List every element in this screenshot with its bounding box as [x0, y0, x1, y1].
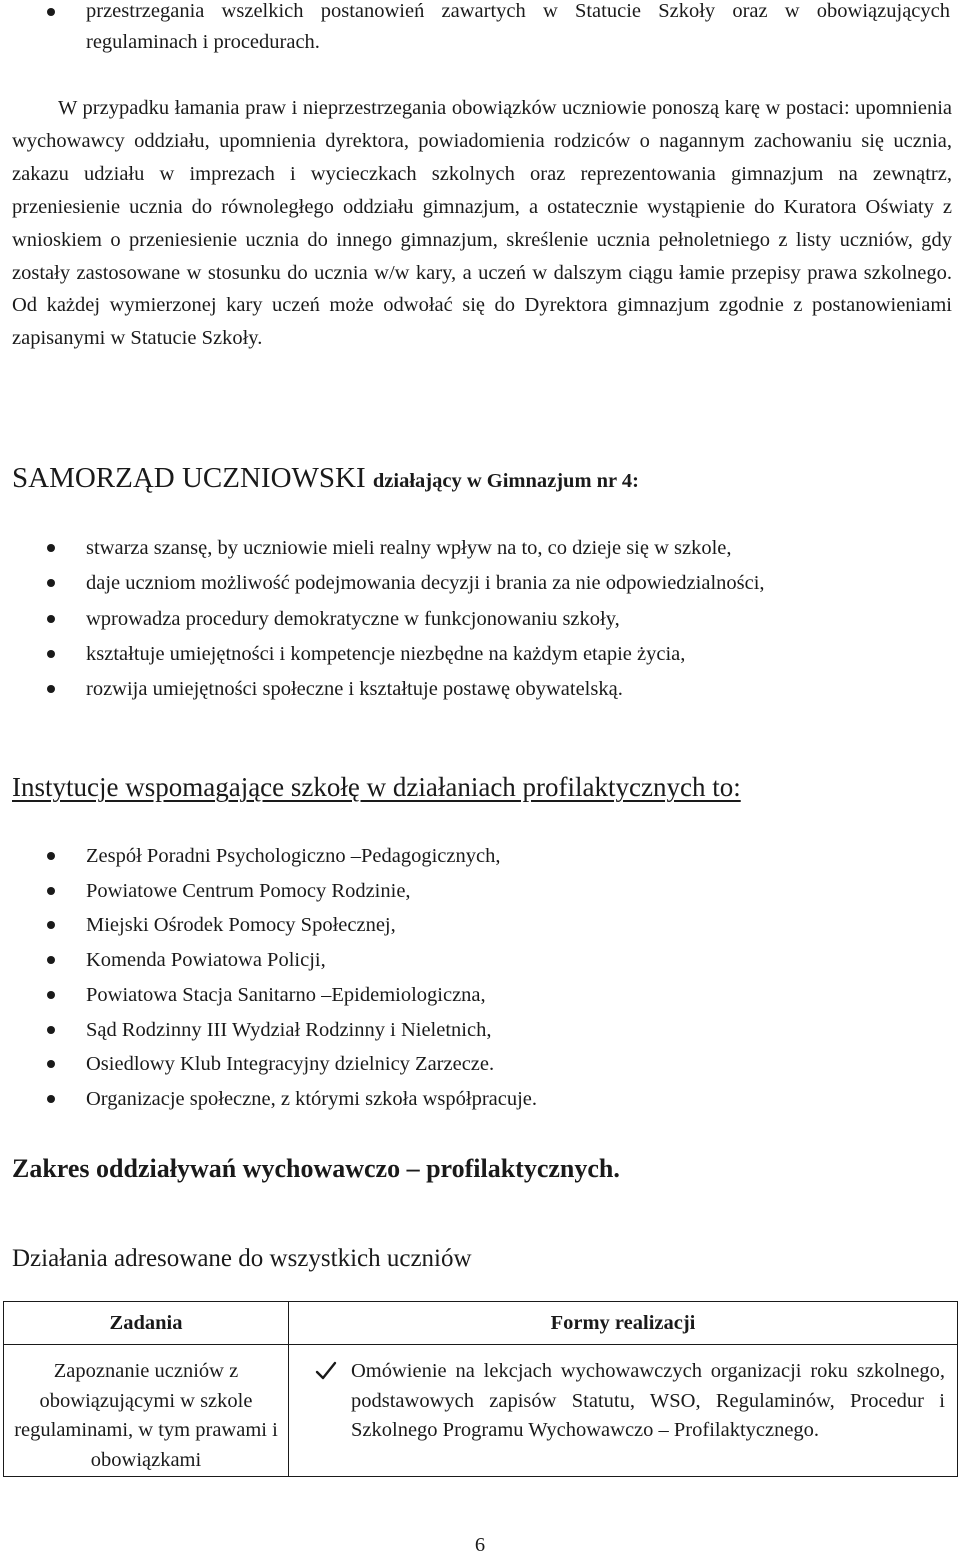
samorzad-list	[0, 531, 960, 707]
list-item	[0, 943, 960, 978]
bullet-icon	[47, 1060, 55, 1068]
samorzad-subtitle: działający w Gimnazjum nr 4:	[372, 470, 639, 492]
zakres-title: Zakres oddziaływań wychowawczo – profilaktycznych.	[12, 1154, 620, 1183]
bullet-icon	[47, 579, 55, 587]
column-header-formy: Formy realizacji	[289, 1302, 958, 1345]
bullet-icon	[47, 956, 55, 964]
list-item	[0, 672, 960, 707]
tasks-table	[3, 1301, 958, 1477]
list-item-text: daje uczniom możliwość podejmowania decyzji i brania za nie odpowiedzialności,	[86, 572, 765, 595]
instytucje-list	[0, 839, 960, 1117]
list-item-text: Powiatowe Centrum Pomocy Rodzinie,	[86, 879, 411, 902]
instytucje-heading: Instytucje wspomagające szkołę w działaniach profilaktycznych to:	[12, 772, 741, 802]
list-item	[0, 874, 960, 909]
check-item-text: Omówienie na lekcjach wychowawczych organizacji roku szkolnego, podstawowych zapisów Statutu, WSO, Regulaminów, Procedur i Szkolnego Programu Wychowawczo – Profilaktycznego.	[351, 1360, 945, 1441]
list-item-text: Zespół Poradni Psychologiczno –Pedagogicznych,	[86, 845, 501, 867]
bullet-icon	[47, 615, 55, 623]
list-item-text: Osiedlowy Klub Integracyjny dzielnicy Zarzecze.	[86, 1053, 495, 1076]
column-header-zadania: Zadania	[4, 1302, 289, 1345]
list-item	[0, 1047, 960, 1082]
list-item	[0, 637, 960, 672]
table-header-row	[4, 1302, 958, 1345]
bullet-icon	[47, 991, 55, 999]
checkmark-icon	[315, 1361, 337, 1381]
bullet-icon	[47, 1026, 55, 1034]
list-item	[0, 978, 960, 1013]
bullet-icon	[47, 8, 55, 16]
dzialania-heading: Działania adresowane do wszystkich uczniów	[12, 1245, 472, 1272]
list-item	[0, 566, 960, 601]
list-item-text: Komenda Powiatowa Policji,	[86, 949, 326, 972]
zakres-heading	[12, 1151, 620, 1187]
bullet-icon	[47, 921, 55, 929]
list-item	[0, 1082, 960, 1117]
form-cell	[289, 1345, 958, 1477]
bullet-icon	[47, 544, 55, 552]
list-item	[0, 0, 960, 58]
bullet-icon	[47, 1095, 55, 1103]
list-item-text: wprowadza procedury demokratyczne w funkcjonowaniu szkoły,	[86, 607, 620, 630]
list-item	[0, 602, 960, 637]
bullet-icon	[47, 685, 55, 693]
task-cell: Zapoznanie uczniów z obowiązującymi w szkole regulaminami, w tym prawami i obowiązkami	[4, 1345, 289, 1477]
penalties-paragraph: W przypadku łamania praw i nieprzestrzegania obowiązków uczniowie ponoszą karę w postaci: upomnienia wychowawcy oddziału, upomnienia dyrektora, powiadomienia rodziców o nagannym zachowaniu się ucznia, zakazu udziału w imprezach i wycieczkach szkolnych oraz reprezentowania gimnazjum na zewnątrz, przeniesienie ucznia do równoległego oddziału gimnazjum, a ostatecznie wystąpienie do Kuratora Oświaty z wnioskiem o przeniesienie ucznia do innego gimnazjum, skreślenie ucznia pełnoletniego z listy uczniów, gdy zostały zastosowane w stosunku do ucznia w/w kary, a uczeń w dalszym ciągu łamie przepisy prawa szkolnego. Od każdej wymierzonej kary uczeń może odwołać się do Dyrektora gimnazjum zgodnie z postanowieniami zapisanymi w Statucie Szkoły.	[12, 97, 952, 350]
samorzad-heading	[12, 458, 639, 501]
list-item-text: rozwija umiejętności społeczne i kształtuje postawę obywatelską.	[86, 678, 623, 701]
list-item	[0, 908, 960, 943]
list-item	[0, 1013, 960, 1048]
list-item-text: Powiatowa Stacja Sanitarno –Epidemiologiczna,	[86, 983, 486, 1006]
list-item-text: stwarza szansę, by uczniowie mieli realny wpływ na to, co dzieje się w szkole,	[86, 537, 732, 559]
list-item	[0, 531, 960, 566]
bullet-icon	[47, 887, 55, 895]
list-item	[0, 839, 960, 874]
list-item-text: Miejski Ośrodek Pomocy Społecznej,	[86, 914, 396, 937]
list-item-text: kształtuje umiejętności i kompetencje niezbędne na każdym etapie życia,	[86, 642, 686, 665]
top-bullet-list	[0, 0, 960, 58]
samorzad-title: SAMORZĄD UCZNIOWSKI	[12, 462, 366, 494]
check-item	[289, 1357, 957, 1446]
bullet-icon	[47, 852, 55, 860]
bullet-icon	[47, 650, 55, 658]
list-item-text: Sąd Rodzinny III Wydział Rodzinny i Nieletnich,	[86, 1018, 492, 1041]
table-row	[4, 1345, 958, 1477]
page-number: 6	[474, 1534, 486, 1556]
list-item-text: Organizacje społeczne, z którymi szkoła współpracuje.	[86, 1087, 538, 1110]
list-item-text: przestrzegania wszelkich postanowień zawartych w Statucie Szkoły oraz w obowiązujących regulaminach i procedurach.	[86, 0, 950, 53]
